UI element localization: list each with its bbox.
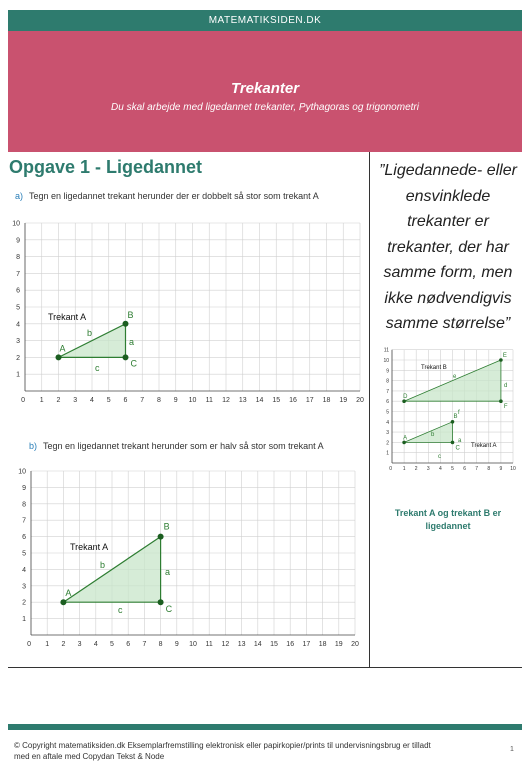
x-tick-label: 17 <box>302 641 311 648</box>
task-a-text: Tegn en ligedannet trekant herunder der er dobbelt så stor som trekant A <box>29 191 319 201</box>
x-tick-label: 1 <box>39 397 44 404</box>
y-tick-label: 8 <box>22 501 26 509</box>
x-tick-label: 10 <box>189 641 197 648</box>
y-tick-label: 2 <box>22 599 26 607</box>
triangle-name-label: Trekant A <box>48 312 87 322</box>
x-tick-label: 4 <box>90 397 94 404</box>
x-tick-label: 5 <box>110 641 114 648</box>
x-tick-label: 17 <box>305 397 314 404</box>
side-label: d <box>504 383 508 389</box>
vertex-label: C <box>130 358 137 369</box>
x-tick-label: 9 <box>499 466 503 472</box>
triangle-name-label: Trekant A <box>471 443 497 449</box>
vertex-label: B <box>453 413 458 420</box>
x-tick-label: 8 <box>157 397 161 404</box>
x-tick-label: 9 <box>174 641 179 648</box>
page-subtitle: Du skal arbejde med ligedannet trekanter, Pythagoras og trigonometri <box>111 102 419 113</box>
side-label: a <box>458 438 462 444</box>
vertex-label: F <box>503 404 508 411</box>
x-tick-label: 13 <box>237 641 246 648</box>
vertex-label: A <box>59 343 66 354</box>
x-tick-label: 10 <box>188 397 197 404</box>
y-tick-label: 10 <box>12 220 20 228</box>
x-tick-label: 6 <box>126 641 131 648</box>
x-tick-label: 14 <box>253 641 262 648</box>
y-tick-label: 5 <box>386 409 389 416</box>
x-tick-label: 0 <box>21 397 25 404</box>
y-tick-label: 9 <box>386 368 389 375</box>
x-tick-label: 5 <box>106 397 111 404</box>
side-label: f <box>458 410 460 416</box>
side-label: b <box>431 432 435 438</box>
y-tick-label: 11 <box>383 347 389 354</box>
vertex-label: C <box>455 445 460 452</box>
x-tick-label: 2 <box>56 397 61 404</box>
y-tick-label: 4 <box>22 566 26 574</box>
x-tick-label: 18 <box>322 397 331 404</box>
x-tick-label: 16 <box>286 641 295 648</box>
side-label: a <box>165 567 171 577</box>
x-tick-label: 1 <box>45 641 50 648</box>
x-tick-label: 8 <box>487 466 491 472</box>
y-tick-label: 1 <box>22 616 26 624</box>
y-tick-label: 3 <box>16 338 20 346</box>
x-tick-label: 12 <box>222 397 230 404</box>
triangle-vertex <box>451 441 455 445</box>
side-label: e <box>453 374 457 380</box>
y-tick-label: 6 <box>386 399 389 406</box>
y-tick-label: 8 <box>386 378 389 385</box>
y-tick-label: 3 <box>22 583 26 591</box>
x-tick-label: 2 <box>414 466 418 472</box>
side-label: c <box>438 454 441 460</box>
section-title: Opgave 1 - Ligedannet <box>9 157 203 177</box>
y-tick-label: 4 <box>16 321 20 329</box>
x-tick-label: 19 <box>334 641 343 648</box>
x-tick-label: 10 <box>510 466 516 472</box>
vertex-label: A <box>403 435 408 442</box>
y-tick-label: 6 <box>22 534 26 542</box>
x-tick-label: 16 <box>289 397 297 404</box>
vertex-label: B <box>163 521 170 532</box>
site-name: MATEMATIKSIDEN.DK <box>208 15 322 26</box>
x-tick-label: 3 <box>73 397 78 404</box>
y-tick-label: 10 <box>18 468 26 476</box>
triangle-vertex <box>451 420 455 424</box>
page-title: Trekanter <box>230 80 300 97</box>
footer-bar <box>8 724 522 730</box>
x-tick-label: 11 <box>205 397 213 404</box>
x-tick-label: 14 <box>255 397 264 404</box>
y-tick-label: 10 <box>383 358 389 364</box>
x-tick-label: 3 <box>77 641 82 648</box>
task-b-label: b) <box>29 441 38 451</box>
x-tick-label: 18 <box>318 641 327 648</box>
side-label: b <box>87 328 93 338</box>
x-tick-label: 5 <box>451 466 454 472</box>
copyright-text: © Copyright matematiksiden.dk Eksemplarfremstilling elektronisk eller papirkopier/prints til undervisningsbrug er tilladt med en aftale med Copydan Tekst & Node <box>14 741 431 761</box>
example-caption: Trekant A og trekant B er ligedannet <box>394 508 502 531</box>
side-label: a <box>129 337 135 347</box>
x-tick-label: 0 <box>27 641 31 648</box>
x-tick-label: 7 <box>142 641 147 648</box>
vertex-label: A <box>65 588 72 599</box>
x-tick-label: 7 <box>140 397 145 404</box>
page-number: 1 <box>510 746 514 753</box>
y-tick-label: 4 <box>386 419 389 426</box>
vertex-label: B <box>127 309 134 320</box>
x-tick-label: 12 <box>221 641 230 648</box>
x-tick-label: 15 <box>272 397 281 404</box>
y-tick-label: 9 <box>16 237 20 245</box>
triangle-name-label: Trekant B <box>421 365 447 371</box>
y-tick-label: 6 <box>16 287 20 295</box>
bottom-divider <box>8 667 522 668</box>
x-tick-label: 8 <box>158 641 163 648</box>
triangle-name-label: Trekant A <box>70 542 109 552</box>
x-tick-label: 2 <box>61 641 66 648</box>
x-tick-label: 15 <box>270 641 278 648</box>
y-tick-label: 2 <box>16 354 20 362</box>
x-tick-label: 11 <box>205 641 213 648</box>
y-tick-label: 7 <box>22 517 26 525</box>
x-tick-label: 7 <box>475 466 479 472</box>
x-tick-label: 20 <box>351 641 359 648</box>
x-tick-label: 13 <box>238 397 247 404</box>
side-label: b <box>100 560 106 570</box>
task-a-label: a) <box>15 191 24 201</box>
x-tick-label: 6 <box>123 397 128 404</box>
definition-quote: ”Ligedannede- eller ensvinklede trekanter er trekanter, der har samme form, men ikke nødvendigvis samme størrelse” <box>379 162 517 332</box>
y-tick-label: 1 <box>16 371 20 379</box>
x-tick-label: 4 <box>93 641 98 648</box>
x-tick-label: 0 <box>389 466 392 472</box>
vertex-label: E <box>502 353 507 359</box>
x-tick-label: 20 <box>356 397 364 404</box>
column-divider <box>369 152 370 668</box>
x-tick-label: 3 <box>426 466 430 472</box>
side-label: c <box>95 363 100 373</box>
y-tick-label: 2 <box>386 440 389 447</box>
side-label: c <box>118 605 123 615</box>
vertex-label: C <box>165 604 173 615</box>
y-tick-label: 5 <box>22 550 26 558</box>
x-tick-label: 9 <box>173 397 178 404</box>
x-tick-label: 6 <box>463 466 466 472</box>
y-tick-label: 9 <box>22 484 26 492</box>
x-tick-label: 19 <box>339 397 348 404</box>
y-tick-label: 7 <box>16 270 20 278</box>
triangle-vertex <box>499 399 503 403</box>
y-tick-label: 5 <box>16 304 20 312</box>
y-tick-label: 1 <box>386 450 389 457</box>
y-tick-label: 8 <box>16 254 20 262</box>
y-tick-label: 7 <box>386 388 389 395</box>
x-tick-label: 1 <box>402 466 406 472</box>
x-tick-label: 4 <box>439 466 442 472</box>
y-tick-label: 3 <box>386 430 389 437</box>
vertex-label: D <box>403 394 408 401</box>
task-b-text: Tegn en ligedannet trekant herunder som er halv så stor som trekant A <box>43 441 324 451</box>
